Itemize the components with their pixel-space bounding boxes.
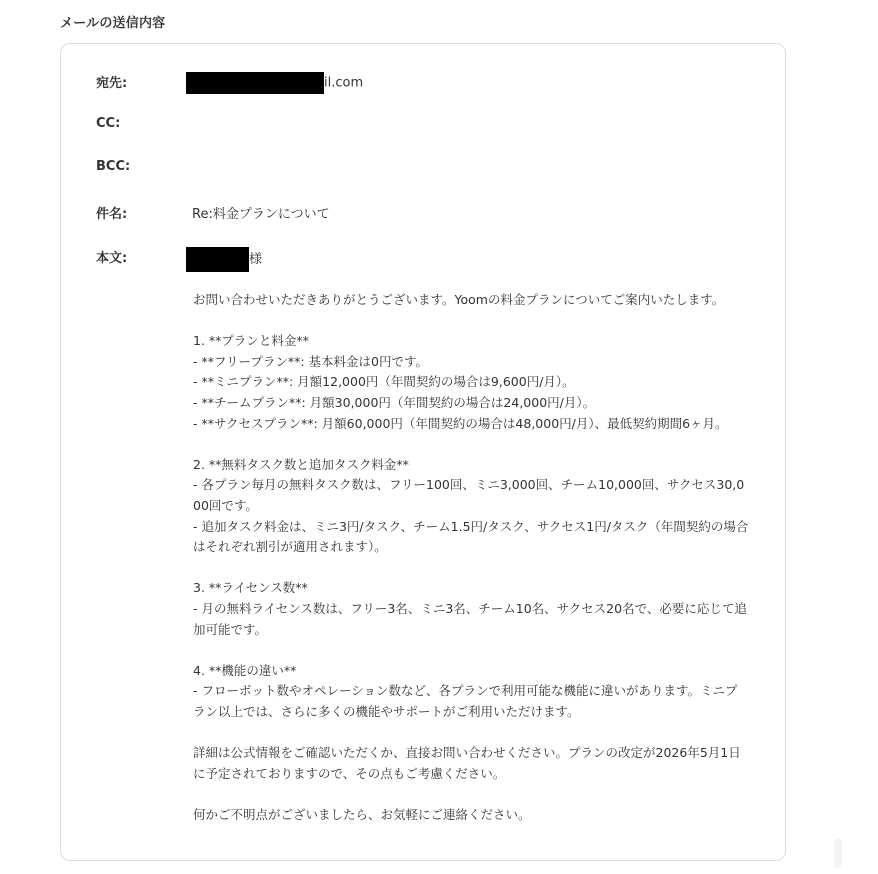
body-paragraph: 3. **ライセンス数** - 月の無料ライセンス数は、フリー3名、ミニ3名、チーム10名、サクセス20名で、必要に応じて追加可能です。 (193, 580, 747, 637)
to-label: 宛先: (96, 76, 128, 91)
to-value-visible: il.com (324, 75, 364, 91)
redaction-block (186, 72, 324, 94)
cc-label: CC: (96, 116, 121, 131)
bcc-label: BCC: (96, 159, 131, 174)
body-paragraph: 2. **無料タスク数と追加タスク料金** - 各プラン毎月の無料タスク数は、フリー100回、ミニ3,000回、チーム10,000回、サクセス30,000回です。 - 追加タスク料金は、ミニ3円/タスク、チーム1.5円/タスク、サクセス1円/タスク（年間契約の場合はそれぞれ割引が適用されます）。 (193, 456, 749, 555)
email-body (193, 290, 749, 825)
redaction-block (186, 247, 249, 272)
scroll-hint (834, 838, 842, 868)
body-paragraph: お問い合わせいただきありがとうございます。Yoomの料金プランについてご案内いたします。 (193, 292, 725, 307)
subject-value: Re:料金プランについて (192, 207, 330, 222)
body-label: 本文: (96, 251, 128, 266)
greeting-suffix: 様 (249, 252, 263, 267)
body-paragraph: 4. **機能の違い** - フローボット数やオペレーション数など、各プランで利用可能な機能に違いがあります。ミニプラン以上では、さらに多くの機能やサポートがご利用いただけます。 (193, 662, 738, 719)
subject-label: 件名: (96, 207, 128, 222)
body-paragraph: 1. **プランと料金** - **フリープラン**: 基本料金は0円です。 - **ミニプラン**: 月額12,000円（年間契約の場合は9,600円/月）。 - **チームプラン**: 月額30,000円（年間契約の場合は24,000円/月）。 - **サクセスプラン**: 月額60,000円（年間契約の場合は48,000円/月）、最低契約期間6ヶ月。 (193, 333, 728, 431)
to-value (192, 72, 363, 94)
body-paragraph: 何かご不明点がございましたら、お気軽にご連絡ください。 (193, 806, 531, 822)
greeting-line (192, 247, 262, 272)
section-title: メールの送信内容 (60, 16, 166, 31)
body-paragraph: 詳細は公式情報をご確認いただくか、直接お問い合わせください。プランの改定が2026年5月1日に予定されておりますので、その点もご考慮ください。 (193, 745, 741, 781)
email-preview-card (60, 43, 786, 861)
